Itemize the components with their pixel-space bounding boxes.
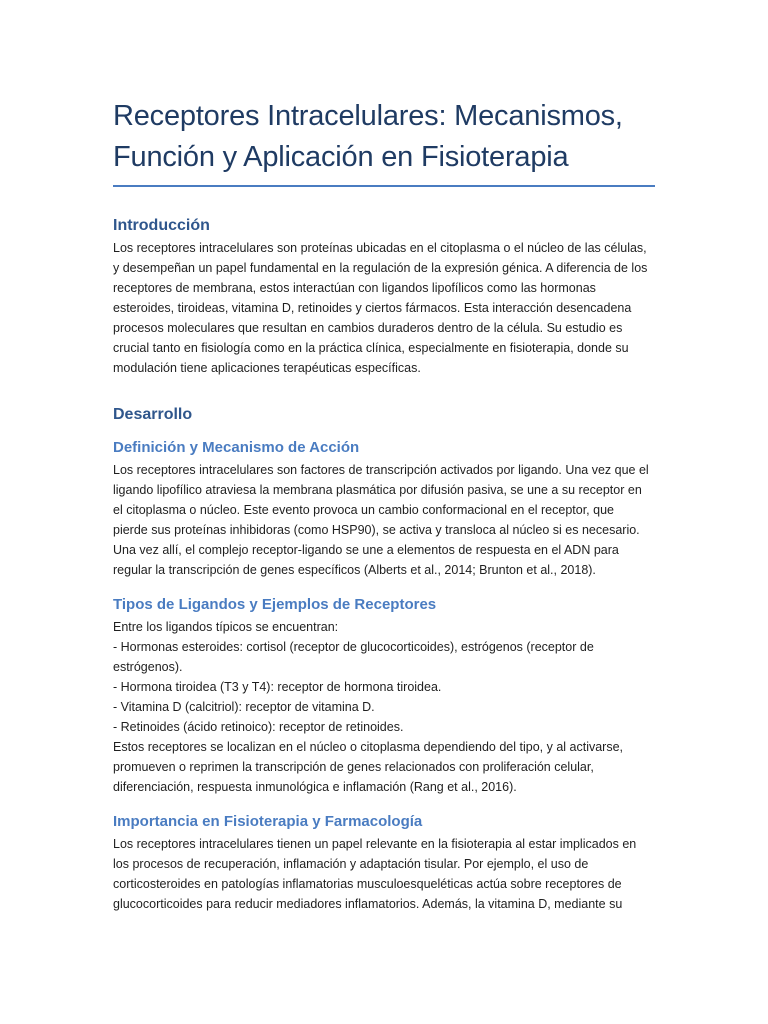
section-heading-mecanismo: Definición y Mecanismo de Acción [113,439,360,456]
desarrollo-heading: Desarrollo [113,406,193,423]
text-line: pierde sus proteínas inhibidoras (como HSP90), se activa y transloca al núcleo si es necesario. [113,523,640,537]
section-heading-ligandos: Tipos de Ligandos y Ejemplos de Receptores [113,596,437,613]
spacer [113,580,658,594]
spacer [113,427,658,437]
text-line: el citoplasma o núcleo. Este evento provoca un cambio conformacional en el receptor, que [113,503,614,517]
text-line: Los receptores intracelulares son proteínas ubicadas en el citoplasma o el núcleo de las células, [113,241,647,255]
section-heading-fisioterapia: Importancia en Fisioterapia y Farmacología [113,813,423,830]
list-item: - Retinoides (ácido retinoico): receptor de retinoides. [113,720,404,734]
text-line: modulación tiene aplicaciones terapéuticas específicas. [113,361,421,375]
list-item: - Vitamina D (calcitriol): receptor de vitamina D. [113,700,375,714]
text-line: glucocorticoides para reducir mediadores inflamatorios. Además, la vitamina D, mediante su [113,897,623,911]
title-underline [113,185,655,187]
text-line: Una vez allí, el complejo receptor-ligando se une a elementos de respuesta en el ADN para [113,543,619,557]
section-paragraph-ligandos [113,617,658,797]
text-line: y desempeñan un papel fundamental en la regulación de la expresión génica. A diferencia de los [113,261,648,275]
text-line: corticosteroides en patologías inflamatorias musculoesqueléticas actúa sobre receptores de [113,877,622,891]
text-line: estrógenos). [113,660,183,674]
text-line: receptores de membrana, estos interactúan con ligandos lipofílicos como las hormonas [113,281,596,295]
text-line: esteroides, tiroideas, vitamina D, retinoides y ciertos fármacos. Esta interacción desencadena [113,301,632,315]
text-line: Los receptores intracelulares son factores de transcripción activados por ligando. Una vez que el [113,463,649,477]
text-line: Los receptores intracelulares tienen un papel relevante en la fisioterapia al estar implicados en [113,837,637,851]
section-paragraph-mecanismo [113,460,658,580]
document-page [113,96,658,914]
title-line: Función y Aplicación en Fisioterapia [113,141,569,173]
text-line: promueven o reprimen la transcripción de genes relacionados con proliferación celular, [113,760,594,774]
intro-heading: Introducción [113,217,210,234]
text-line: crucial tanto en fisiología como en la práctica clínica, especialmente en fisioterapia, donde su [113,341,629,355]
spacer [113,797,658,811]
title-line: Receptores Intracelulares: Mecanismos, [113,100,623,132]
text-line: Estos receptores se localizan en el núcleo o citoplasma dependiendo del tipo, y al activarse, [113,740,624,754]
document-title [113,96,658,185]
intro-paragraph [113,238,658,378]
list-item: - Hormonas esteroides: cortisol (receptor de glucocorticoides), estrógenos (receptor de [113,640,594,654]
list-item: - Hormona tiroidea (T3 y T4): receptor de hormona tiroidea. [113,680,442,694]
text-line: los procesos de recuperación, inflamación y adaptación tisular. Por ejemplo, el uso de [113,857,589,871]
text-line: ligando lipofílico atraviesa la membrana plasmática por difusión pasiva, se une a su receptor en [113,483,642,497]
spacer [113,378,658,404]
text-line: regular la transcripción de genes específicos (Alberts et al., 2014; Brunton et al., 2018). [113,563,596,577]
section-paragraph-fisioterapia [113,834,658,914]
text-line: diferenciación, respuesta inmunológica e inflamación (Rang et al., 2016). [113,780,517,794]
text-line: procesos moleculares que resultan en cambios duraderos dentro de la célula. Su estudio es [113,321,623,335]
text-line: Entre los ligandos típicos se encuentran: [113,620,339,634]
